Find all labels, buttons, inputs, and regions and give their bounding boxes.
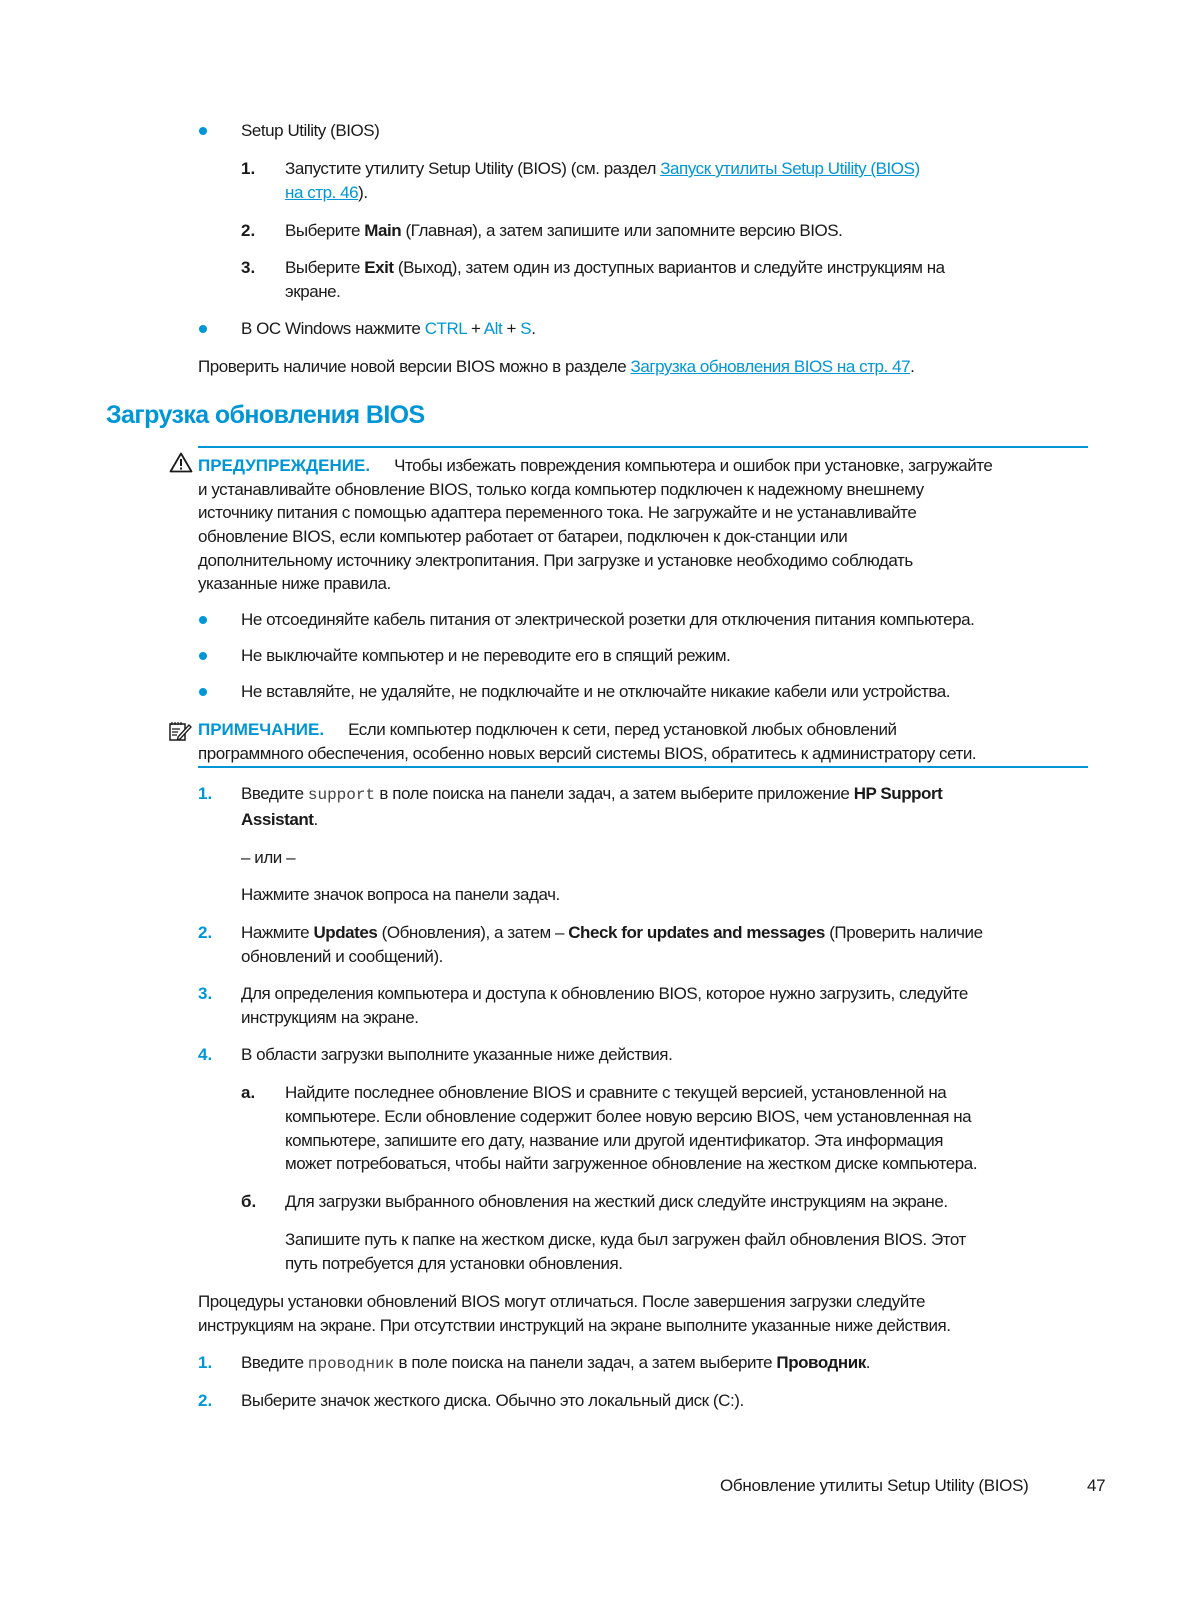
or-separator: – или – [241,848,296,867]
link-launch-setup-utility[interactable]: Запуск утилиты Setup Utility (BIOS) [660,159,920,178]
warning-text: указанные ниже правила. [198,574,391,593]
step-text: Выберите значок жесткого диска. Обычно это локальный диск (C:). [241,1391,744,1410]
warning-text: источнику питания с помощью адаптера переменного тока. Не загружайте и не устанавливайте [198,503,917,522]
warning-first-line [198,454,992,478]
ui-term-main: Main [364,221,402,240]
ui-term-explorer: Проводник [776,1353,866,1372]
step-text [285,256,945,280]
key-alt: Alt [483,319,503,338]
bullet-icon [199,127,207,135]
ui-term-updates: Updates [313,923,378,942]
check-paragraph [198,355,914,379]
warning-top-rule [198,446,1088,448]
substep-text: Для загрузки выбранного обновления на жесткий диск следуйте инструкциям на экране. [285,1192,948,1211]
text-part: . [865,1353,871,1372]
step-text [285,157,920,181]
link-download-bios-update[interactable]: Загрузка обновления BIOS на стр. 47 [630,357,911,376]
warning-text: и устанавливайте обновление BIOS, только когда компьютер подключен к надежному внешнему [198,480,924,499]
step-text [285,219,842,243]
step-number: 1. [198,1353,213,1372]
key-ctrl: CTRL [424,319,467,338]
step-number: 2. [241,221,256,240]
warning-rule-item: Не отсоединяйте кабель питания от электрической розетки для отключения питания компьютера. [241,610,975,629]
warning-text: дополнительному источнику электропитания. При загрузке и установке необходимо соблюдать [198,551,913,570]
text-part: (Проверить наличие [824,923,983,942]
step-text: В области загрузки выполните указанные ниже действия. [241,1045,673,1064]
step-number: 4. [198,1045,213,1064]
procedure-paragraph: Процедуры установки обновлений BIOS могут отличаться. После завершения загрузки следуйте [198,1292,925,1311]
step-text-part: ). [358,183,368,202]
step-text-part: Запустите утилиту Setup Utility (BIOS) (см. раздел [285,159,661,178]
step-text [285,181,368,205]
ui-term-hp-support: HP Support [853,784,943,803]
step-number: 1. [241,159,256,178]
ui-term-assistant: Assistant [241,810,314,829]
step-text [241,808,318,832]
warning-rule-item: Не выключайте компьютер и не переводите его в спящий режим. [241,646,731,665]
substep-text: может потребоваться, чтобы найти загруженное обновление на жестком диске компьютера. [285,1154,978,1173]
note-text: программного обеспечения, особенно новых версий системы BIOS, обратитесь к администратору сети. [198,744,977,763]
text-part: Введите [241,1353,308,1372]
section-title: Загрузка обновления BIOS [106,401,425,429]
step-number: 2. [198,1391,213,1410]
page-number: 47 [1087,1476,1106,1495]
note-text: Если компьютер подключен к сети, перед установкой любых обновлений [348,720,897,739]
text-part: в поле поиска на панели задач, а затем выберите [394,1353,777,1372]
note-bottom-rule [198,766,1088,768]
ui-term-exit: Exit [364,258,394,277]
ui-term-check-updates: Check for updates and messages [568,923,825,942]
link-page-46[interactable]: на стр. 46 [285,183,359,202]
substep-text: компьютере. Если обновление содержит более новую версию BIOS, чем установленная на [285,1107,972,1126]
list-item-windows-shortcut [241,317,535,341]
text-part: . [313,810,318,829]
bullet-icon [199,325,207,333]
text-part: Нажмите [241,923,314,942]
procedure-paragraph: инструкциям на экране. При отсутствии инструкций на экране выполните указанные ниже действия. [198,1316,951,1335]
warning-triangle-icon [169,452,193,473]
text-part: . [910,357,915,376]
step-text: экране. [285,282,341,301]
step-alt-text: Нажмите значок вопроса на панели задач. [241,885,560,904]
text-part: В ОС Windows нажмите [241,319,425,338]
warning-label: ПРЕДУПРЕЖДЕНИЕ. [198,456,371,475]
code-explorer: проводник [307,1355,395,1373]
step-number: 1. [198,784,213,803]
substep-text: компьютере, запишите его дату, название или другой идентификатор. Эта информация [285,1131,943,1150]
step-text-part: Выберите [285,258,365,277]
step-number: 3. [198,984,213,1003]
key-s: S [520,319,532,338]
bullet-icon [199,688,207,696]
step-number: 3. [241,258,256,277]
substep-letter: б. [241,1192,257,1211]
substep-extra-text: путь потребуется для установки обновления. [285,1254,623,1273]
warning-text: Чтобы избежать повреждения компьютера и ошибок при установке, загружайте [394,456,993,475]
step-text [241,1351,870,1376]
text-part: Введите [241,784,308,803]
step-number: 2. [198,923,213,942]
footer-title: Обновление утилиты Setup Utility (BIOS) [720,1476,1029,1495]
text-part: (Обновления), а затем – [377,923,569,942]
text-part: + [466,319,484,338]
list-item-setup-utility: Setup Utility (BIOS) [241,121,380,140]
step-text: инструкциям на экране. [241,1008,419,1027]
substep-extra-text: Запишите путь к папке на жестком диске, куда был загружен файл обновления BIOS. Этот [285,1230,966,1249]
step-text [241,921,983,945]
note-first-line [198,718,897,742]
note-label: ПРИМЕЧАНИЕ. [198,720,325,739]
substep-text: Найдите последнее обновление BIOS и сравните с текущей версией, установленной на [285,1083,947,1102]
text-part: в поле поиска на панели задач, а затем выберите приложение [375,784,854,803]
bullet-icon [199,616,207,624]
step-text-part: (Главная), а затем запишите или запомните версию BIOS. [401,221,843,240]
substep-letter: а. [241,1083,256,1102]
step-text: обновлений и сообщений). [241,947,443,966]
bullet-icon [199,652,207,660]
text-part: Проверить наличие новой версии BIOS можно в разделе [198,357,631,376]
text-part: . [531,319,536,338]
text-part: + [502,319,521,338]
step-text-part: Выберите [285,221,365,240]
step-text-part: (Выход), затем один из доступных вариантов и следуйте инструкциям на [393,258,945,277]
code-support: support [307,786,376,804]
warning-rule-item: Не вставляйте, не удаляйте, не подключайте и не отключайте никакие кабели или устройства. [241,682,951,701]
step-text: Для определения компьютера и доступа к обновлению BIOS, которое нужно загрузить, следуйте [241,984,968,1003]
note-pencil-icon [168,720,192,742]
step-text [241,782,942,807]
warning-text: обновление BIOS, если компьютер работает от батареи, подключен к док-станции или [198,527,848,546]
